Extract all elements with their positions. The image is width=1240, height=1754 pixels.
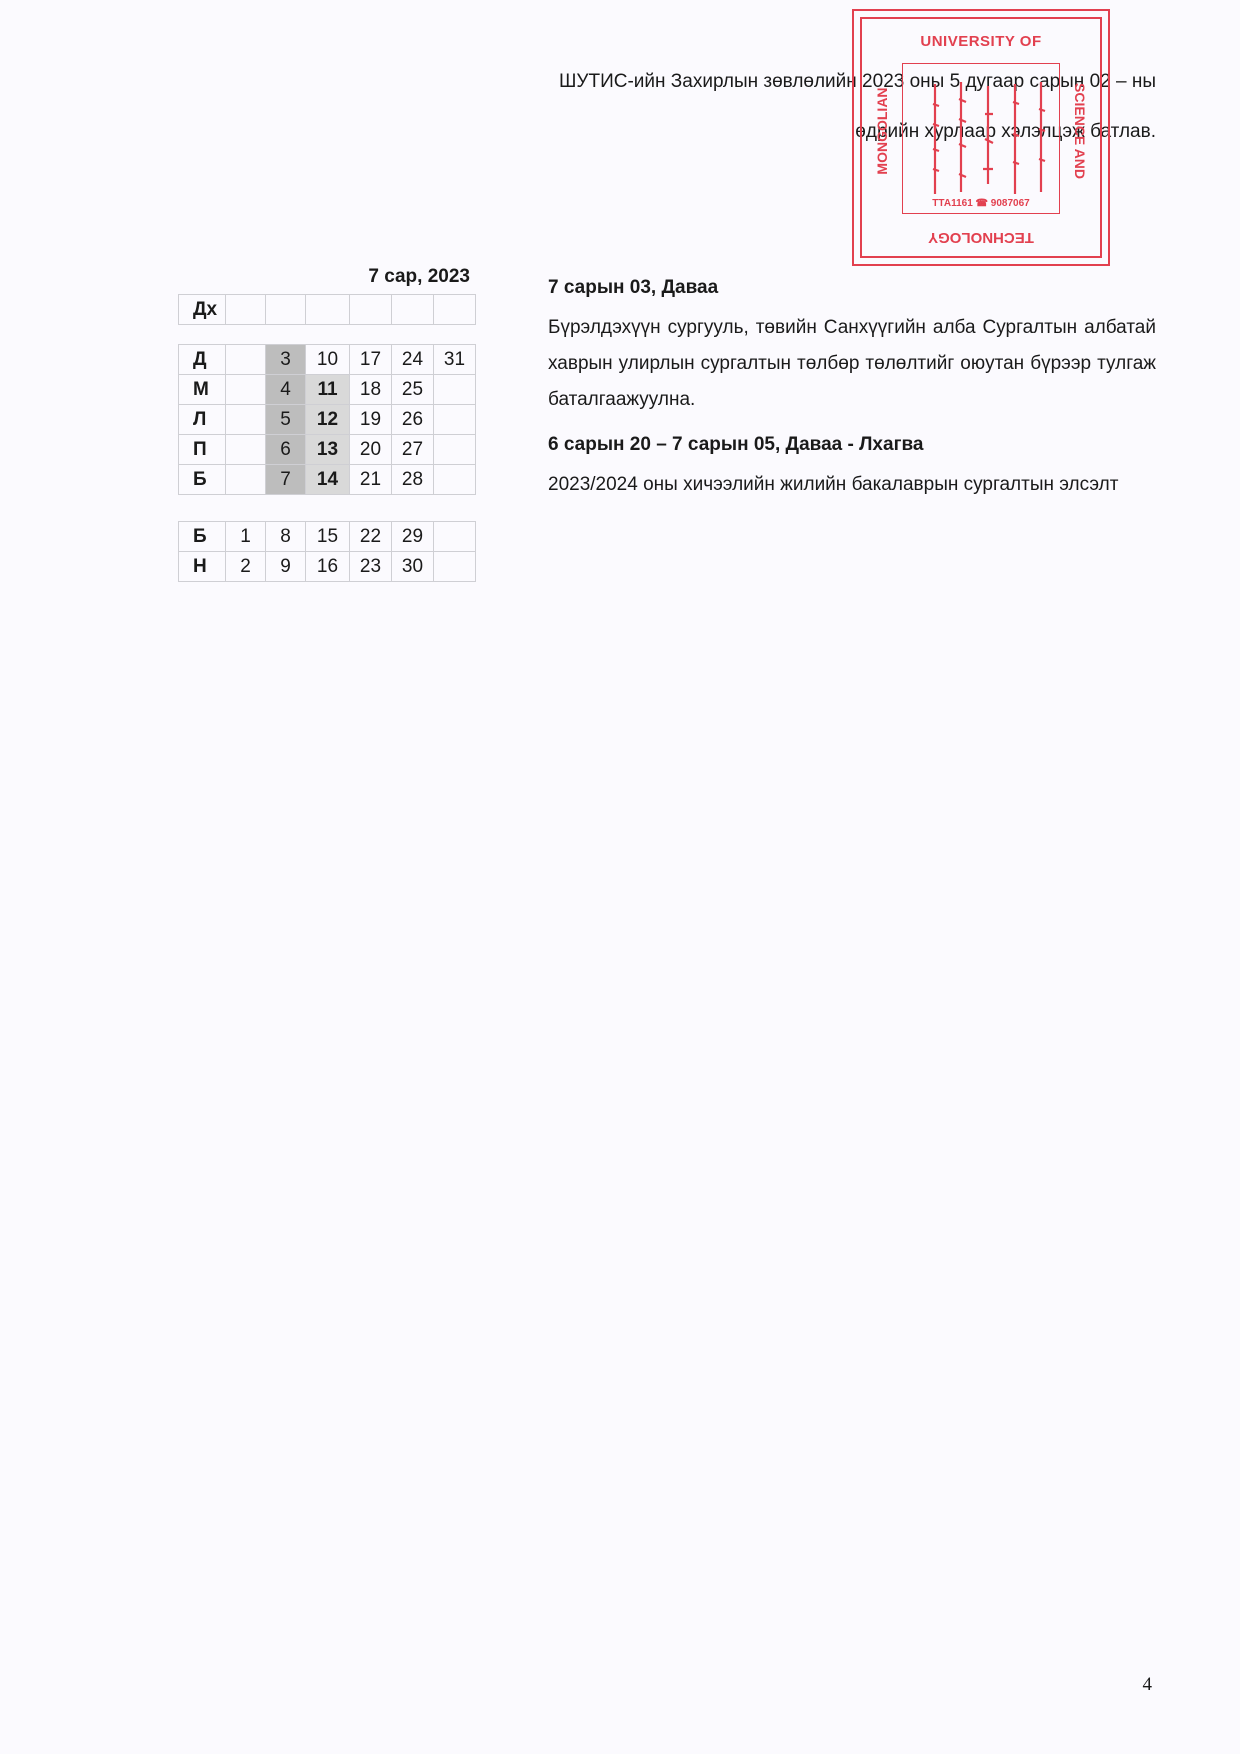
weekday-label: Б [179,522,226,552]
day-cell: 30 [392,552,434,582]
day-cell: 8 [266,522,306,552]
day-cell [434,522,476,552]
day-cell: 16 [306,552,350,582]
day-cell: 31 [434,345,476,375]
day-cell: 22 [350,522,392,552]
day-cell: 5 [266,405,306,435]
seal-right-text: SCIENCE AND [1072,83,1088,179]
weekday-label: П [179,435,226,465]
day-cell: 17 [350,345,392,375]
university-seal [852,9,1110,266]
day-cell: 26 [392,405,434,435]
day-cell [434,405,476,435]
day-cell [434,375,476,405]
day-cell: 21 [350,465,392,495]
calendar-dx-row [178,294,476,325]
day-cell: 23 [350,552,392,582]
day-cell: 6 [266,435,306,465]
weekday-label: Л [179,405,226,435]
day-cell: 4 [266,375,306,405]
day-cell: 2 [226,552,266,582]
seal-bottom-text: TECHNOLOGY [928,229,1034,246]
day-cell: 28 [392,465,434,495]
day-cell: 19 [350,405,392,435]
day-cell [226,435,266,465]
day-cell [434,465,476,495]
day-cell: 29 [392,522,434,552]
calendar-weekend [178,521,476,582]
weekday-label: Б [179,465,226,495]
day-cell [434,435,476,465]
day-cell: 18 [350,375,392,405]
weekday-label: М [179,375,226,405]
event-item [548,434,1156,503]
day-cell: 24 [392,345,434,375]
day-cell [226,405,266,435]
seal-left-text: MONGOLIAN [874,87,890,175]
approval-line-2: өдрийн хурлаар хэлэлцэж батлав. [855,121,1156,142]
event-description: 2023/2024 оны хичээлийн жилийн бакалаврын сургалтын элсэлт [548,474,1119,495]
event-title: 6 сарын 20 – 7 сарын 05, Даваа - Лхагва [548,434,924,455]
calendar-row [179,465,476,495]
day-cell: 3 [266,345,306,375]
weekday-label: Н [179,552,226,582]
calendar-row [179,522,476,552]
day-cell: 7 [266,465,306,495]
day-cell: 15 [306,522,350,552]
day-cell: 14 [306,465,350,495]
day-cell: 9 [266,552,306,582]
day-cell: 1 [226,522,266,552]
dx-label: Дх [179,295,226,325]
day-cell: 13 [306,435,350,465]
day-cell [226,465,266,495]
calendar-row [179,405,476,435]
seal-top-text: UNIVERSITY OF [920,33,1042,50]
seal-registration-text: ТТА1161 ☎ 9087067 [932,198,1030,209]
day-cell: 10 [306,345,350,375]
weekday-label: Д [179,345,226,375]
event-item [548,277,1156,418]
event-title: 7 сарын 03, Даваа [548,277,719,298]
day-cell [226,375,266,405]
day-cell: 11 [306,375,350,405]
calendar-row [179,345,476,375]
day-cell: 12 [306,405,350,435]
approval-line-1: ШУТИС-ийн Захирлын зөвлөлийн 2023 оны 5 дугаар сарын 02 – ны [559,71,1156,92]
day-cell: 25 [392,375,434,405]
calendar-row [179,552,476,582]
page-number: 4 [1142,1674,1152,1695]
mongolian-script-emblem [913,74,1063,214]
calendar-row [179,435,476,465]
calendar-weekdays [178,344,476,495]
calendar-row [179,375,476,405]
day-cell [226,345,266,375]
calendar-title: 7 сар, 2023 [368,266,470,287]
day-cell: 27 [392,435,434,465]
event-description: Бүрэлдэхүүн сургууль, төвийн Санхүүгийн алба Сургалтын албатай хаврын улирлын сургалтын төлбөр төлөлтийг оюутан бүрээр тулгаж баталгаажуулна. [548,317,1156,410]
day-cell [434,552,476,582]
day-cell: 20 [350,435,392,465]
